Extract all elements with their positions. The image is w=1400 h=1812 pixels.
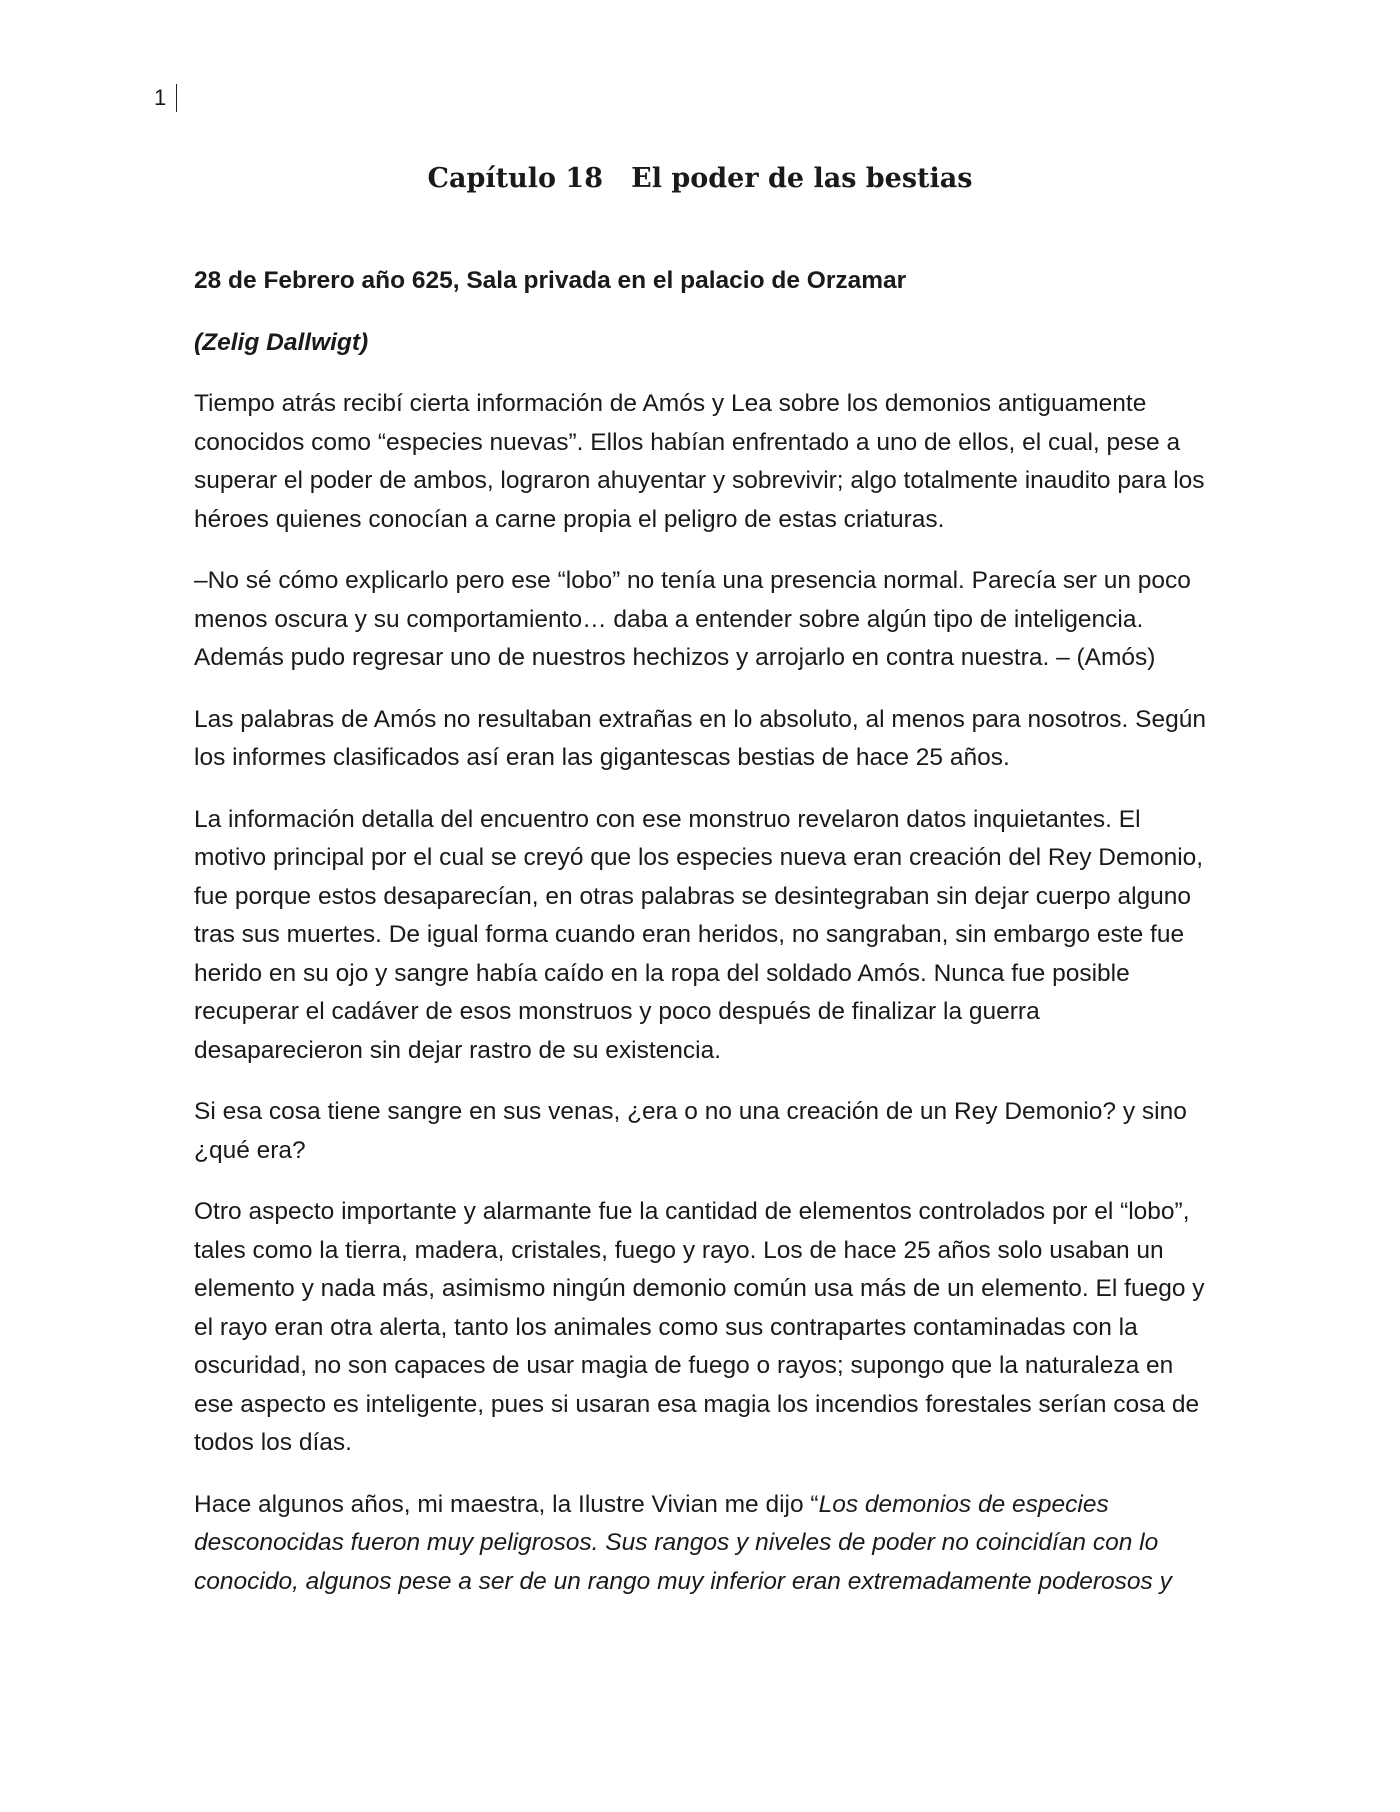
paragraph-last [194,1486,1214,1602]
chapter-title: Capítulo 18 El poder de las bestias [427,163,973,194]
date-location-heading: 28 de Febrero año 625, Sala privada en el palacio de Orzamar [194,267,907,294]
paragraph: –No sé cómo explicarlo pero ese “lobo” no tenía una presencia normal. Parecía ser un poco menos oscura y su comportamiento… daba a entender sobre algún tipo de inteligencia. Además pudo regresar uno de nuestros hechizos y arrojarlo en contra nuestra. – (Amós) [194,567,1191,671]
paragraph: Las palabras de Amós no resultaban extrañas en lo absoluto, al menos para nosotros. Según los informes clasificados así eran las gigantescas bestias de hace 25 años. [194,705,1206,771]
paragraph-text: Hace algunos años, mi maestra, la Ilustre Vivian me dijo “ [194,1490,819,1518]
narrator-heading: (Zelig Dallwigt) [194,328,369,356]
page-number: 1 [154,84,177,112]
paragraph: Tiempo atrás recibí cierta información de Amós y Lea sobre los demonios antiguamente conocidos como “especies nuevas”. Ellos habían enfrentado a uno de ellos, el cual, pese a superar el poder de ambos, lograron ahuyentar y sobrevivir; algo totalmente inaudito para los héroes quienes conocían a carne propia el peligro de estas criaturas. [194,390,1205,533]
quoted-italic-text: Los demonios de especies desconocidas fueron muy peligrosos. Sus rangos y niveles de poder no coincidían con lo conocido, algunos pese a ser de un rango muy inferior eran extremadamente poderosos y [194,1490,1172,1595]
paragraph: Si esa cosa tiene sangre en sus venas, ¿era o no una creación de un Rey Demonio? y sino ¿qué era? [194,1098,1187,1164]
chapter-body [194,262,1214,1624]
paragraph: La información detalla del encuentro con ese monstruo revelaron datos inquietantes. El motivo principal por el cual se creyó que los especies nueva eran creación del Rey Demonio, fue porque estos desaparecían, en otras palabras se desintegraban sin dejar cuerpo alguno tras sus muertes. De igual forma cuando eran heridos, no sangraban, sin embargo este fue herido en su ojo y sangre había caído en la ropa del soldado Amós. Nunca fue posible recuperar el cadáver de esos monstruos y poco después de finalizar la guerra desaparecieron sin dejar rastro de su existencia. [194,805,1204,1064]
paragraph: Otro aspecto importante y alarmante fue la cantidad de elementos controlados por el “lobo”, tales como la tierra, madera, cristales, fuego y rayo. Los de hace 25 años solo usaban un elemento y nada más, asimismo ningún demonio común usa más de un elemento. El fuego y el rayo eran otra alerta, tanto los animales como sus contrapartes contaminadas con la oscuridad, no son capaces de usar magia de fuego o rayos; supongo que la naturaleza en ese aspecto es inteligente, pues si usaran esa magia los incendios forestales serían cosa de todos los días. [194,1198,1205,1456]
